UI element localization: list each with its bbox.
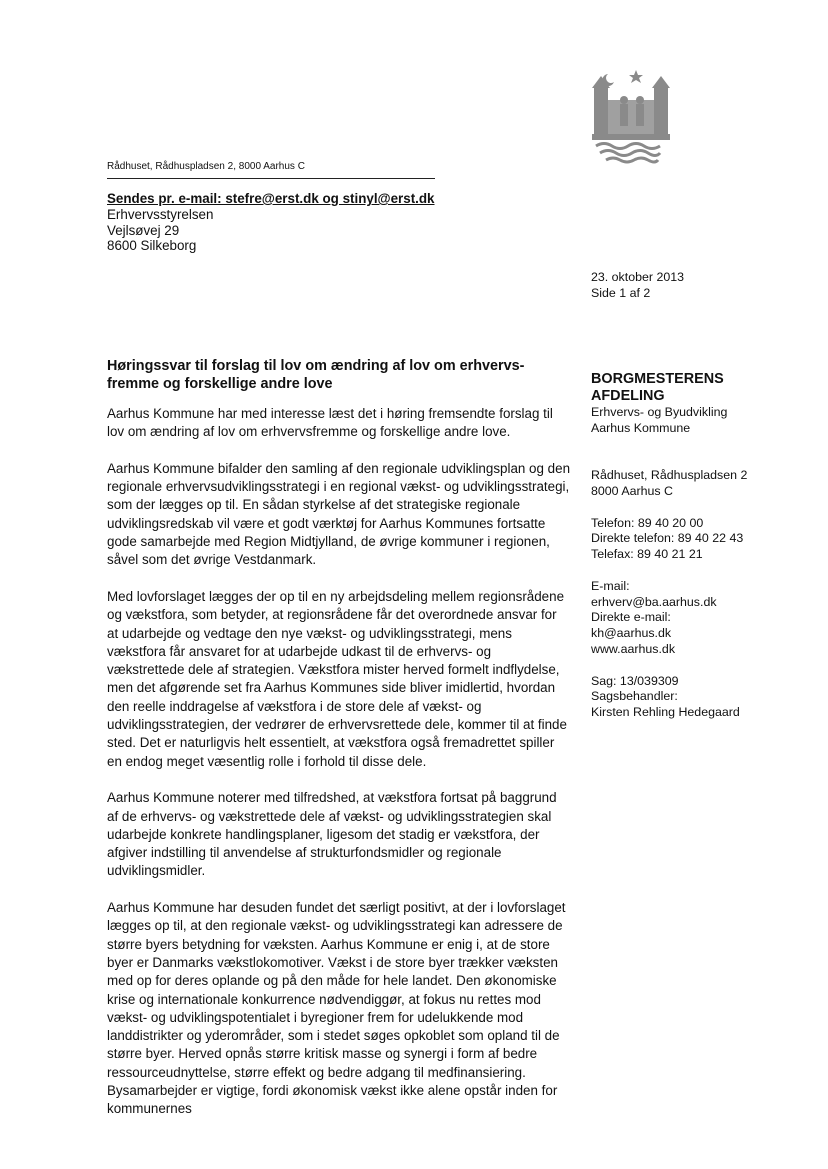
email-label: E-mail: (591, 578, 630, 593)
send-by-email-line: Sendes pr. e-mail: stefre@erst.dk og stinyl@erst.dk (107, 191, 435, 206)
office-address-1: Rådhuset, Rådhuspladsen 2 (591, 468, 748, 483)
body-paragraph: Aarhus Kommune bifalder den samling af den regionale udviklingsplan og den regionale erhvervsudviklingsstrategi i en regional vækst- og udviklingsstrategi, som der lægges op til. En sådan styrkelse af det strategiske regionale udviklingsredskab vil være et godt værktøj for Aarhus Kommunes fortsatte gode samarbejde med Region Midtjylland, de øvrige kommuner i regionen, såvel som det øvrige Vestdanmark. (107, 460, 571, 568)
title-line-1: Høringssvar til forslag til lov om ændring af lov om erhvervs- (107, 358, 525, 374)
direct-phone: Direkte telefon: 89 40 22 43 (591, 531, 744, 546)
division-name: Erhvervs- og Byudvikling (591, 405, 728, 419)
case-handler: Kirsten Rehling Hedegaard (591, 705, 740, 720)
fax: Telefax: 89 40 21 21 (591, 547, 703, 562)
body-paragraph: Aarhus Kommune har med interesse læst det i høring fremsendte forslag til lov om ændring af lov om erhvervsfremme og forskellige andre love. (107, 406, 553, 440)
direct-email-link[interactable]: kh@aarhus.dk (591, 626, 672, 641)
recipient-street: Vejlsøvej 29 (107, 222, 180, 238)
department-name: BORGMESTERENS (591, 371, 724, 387)
recipient-block (107, 191, 435, 254)
body-paragraph: Med lovforslaget lægges der op til en ny arbejdsdeling mellem regionsrådene og vækstfora, som betyder, at regionsrådene får det overordnede ansvar for at udarbejde og vedtage den nye vækst- og udviklingsstrategi, mens vækstfora får ansvaret for at udarbejde udkast til de erhvervs- og vækstrettede dele af strategien. Vækstfora mister herved formelt indflydelse, men det afgørende set fra Aarhus Kommunes side bliver imidlertid, hvordan den reelle inddragelse af vækstfora i de store dele af vækst- og udviklingsstrategien, der vedrører de erhvervsrettede dele, kommer til at finde sted. Det er naturligvis helt essentielt, at vækstfora også fremadrettet spiller en endog meget væsentlig rolle i forhold til disse dele. (107, 588, 567, 769)
letter-date: 23. oktober 2013 (591, 270, 685, 284)
body-paragraph: Aarhus Kommune har desuden fundet det særligt positivt, at der i lovforslaget lægges op til, at den regionale vækst- og udviklingsstrategi kan adressere de større byers betydning for væksten. Aarhus Kommune er enig i, at de store byer er Danmarks vækstlokomotiver. Vækst i de store byer trækker væksten med op for deres oplande og på den måde for hele landet. Den økonomiske krise og internationale konkurrence nødvendiggør, at fokus nu rettes mod vækst- og udviklingspotentialet i byregioner frem for udelukkende mod landdistrikter og yderområder, som i stedet søges opkoblet som opland til de større byer. Herved opnås større kritisk masse og synergi i form af bedre ressourceudnyttelse, større effekt og bedre adgang til medfinansiering. Bysamarbejder er vigtige, fordi økonomisk vækst ikke alene opstår inden for kommunernes (107, 900, 566, 1117)
website-link[interactable]: www.aarhus.dk (591, 641, 676, 656)
case-handler-label: Sagsbehandler: (591, 689, 678, 704)
letter-body (107, 405, 571, 1137)
letter-title (107, 357, 547, 393)
divider (107, 178, 435, 179)
recipient-name: Erhvervsstyrelsen (107, 206, 214, 222)
municipality-name: Aarhus Kommune (591, 420, 691, 435)
sender-address: Rådhuset, Rådhuspladsen 2, 8000 Aarhus C (107, 161, 305, 172)
phone: Telefon: 89 40 20 00 (591, 515, 704, 530)
sidebar-contact (591, 371, 771, 721)
direct-email-label: Direkte e-mail: (591, 610, 671, 625)
department-name-2: AFDELING (591, 388, 665, 404)
aarhus-coat-of-arms-icon (588, 66, 674, 164)
case-number: Sag: 13/039309 (591, 673, 679, 688)
page-number: Side 1 af 2 (591, 286, 651, 300)
date-block (591, 269, 684, 301)
email-link[interactable]: erhverv@ba.aarhus.dk (591, 594, 717, 609)
body-paragraph: Aarhus Kommune noterer med tilfredshed, at vækstfora fortsat på baggrund af de erhvervs- og vækstrettede dele af vækst- og udviklingsstrategien skal udarbejde konkrete handlingsplaner, ligesom det stadig er vækstfora, der afgiver indstilling til anvendelse af strukturfondsmidler og regionale udviklingsmidler. (107, 790, 557, 879)
recipient-city: 8600 Silkeborg (107, 238, 197, 254)
office-address-2: 8000 Aarhus C (591, 483, 673, 498)
title-line-2: fremme og forskellige andre love (107, 376, 333, 392)
